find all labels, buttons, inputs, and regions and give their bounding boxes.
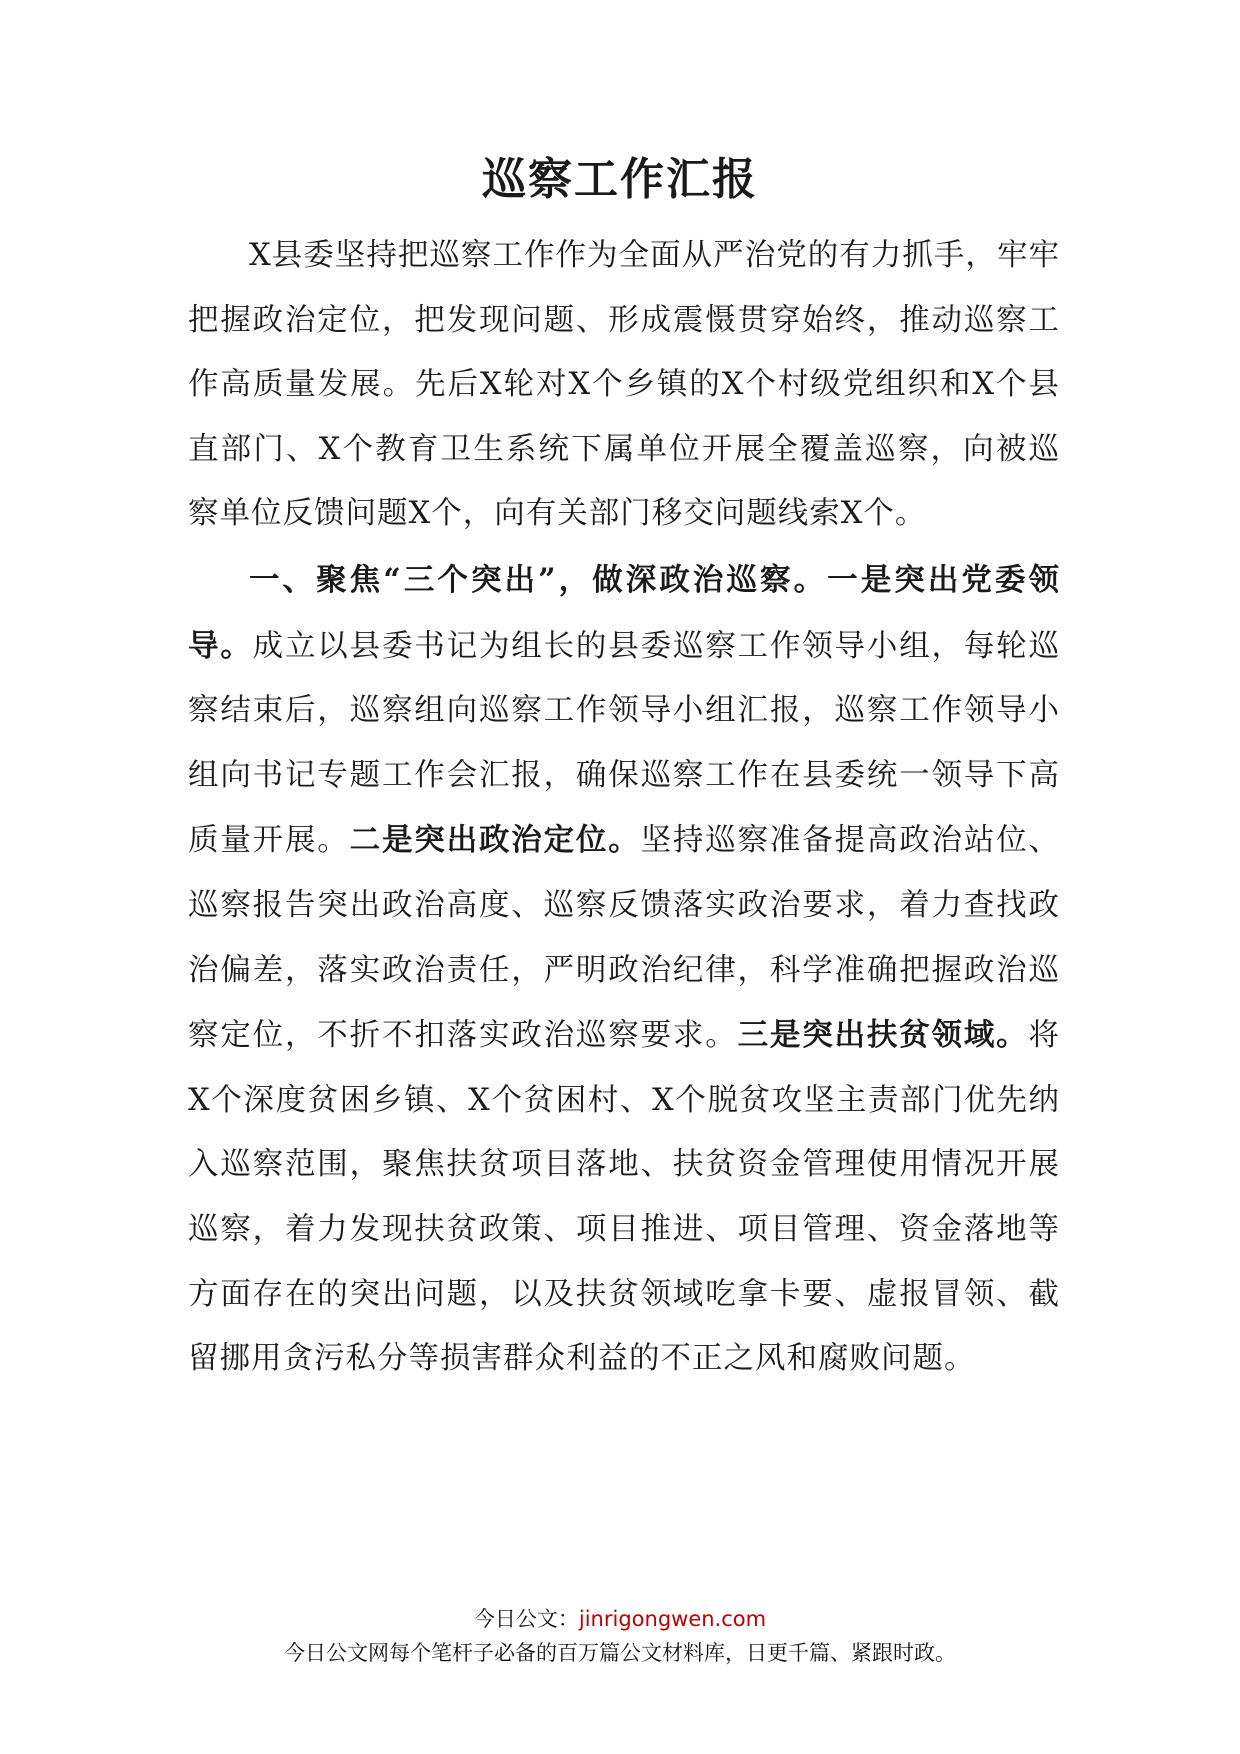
point-2-body: 坚持巡察准备提高政治站位、巡察报告突出政治高度、巡察反馈落实政治要求，着力查找政治偏差，落实政治责任，严明政治纪律，科学准确把握政治巡察定位，不折不扣落实政治巡察要求。 bbox=[188, 823, 1061, 1054]
point-3-body: 将X个深度贫困乡镇、X个贫困村、X个脱贫攻坚主责部门优先纳入巡察范围，聚焦扶贫项目落地、扶贫资金管理使用情况开展巡察，着力发现扶贫政策、项目推进、项目管理、资金落地等方面存在的突出问题，以及扶贫领域吃拿卡要、虚报冒领、截留挪用贪污私分等损害群众利益的不正之风和腐败问题。 bbox=[188, 1018, 1061, 1377]
footer-site-label: 今日公文： bbox=[473, 1607, 579, 1631]
point-3-lead: 三是突出扶贫领域。 bbox=[737, 1017, 1029, 1054]
footer-site bbox=[0, 1604, 1240, 1634]
document-body bbox=[188, 224, 1060, 1392]
section-1-paragraph bbox=[188, 548, 1060, 1392]
footer-slogan: 今日公文网每个笔杆子必备的百万篇公文材料库，日更千篇、紧跟时政。 bbox=[284, 1641, 956, 1665]
point-1-body: 成立以县委书记为组长的县委巡察工作领导小组，每轮巡察结束后，巡察组向巡察工作领导小组汇报，巡察工作领导小组向书记专题工作会汇报，确保巡察工作在县委统一领导下高质量开展。 bbox=[188, 628, 1061, 859]
intro-paragraph: X县委坚持把巡察工作作为全面从严治党的有力抓手，牢牢把握政治定位，把发现问题、形成震慑贯穿始终，推动巡察工作高质量发展。先后X轮对X个乡镇的X个村级党组织和X个县直部门、X个教育卫生系统下属单位开展全覆盖巡察，向被巡察单位反馈问题X个，向有关部门移交问题线索X个。 bbox=[188, 238, 1060, 532]
point-1-lead: 一是突出党委领导。 bbox=[188, 561, 1060, 664]
section-1-heading: 一、聚焦“三个突出”，做深政治巡察。 bbox=[249, 561, 828, 598]
document-title: 巡察工作汇报 bbox=[482, 154, 758, 205]
point-2-lead: 二是突出政治定位。 bbox=[349, 822, 641, 859]
footer-site-link[interactable]: jinrigongwen.com bbox=[578, 1607, 767, 1631]
